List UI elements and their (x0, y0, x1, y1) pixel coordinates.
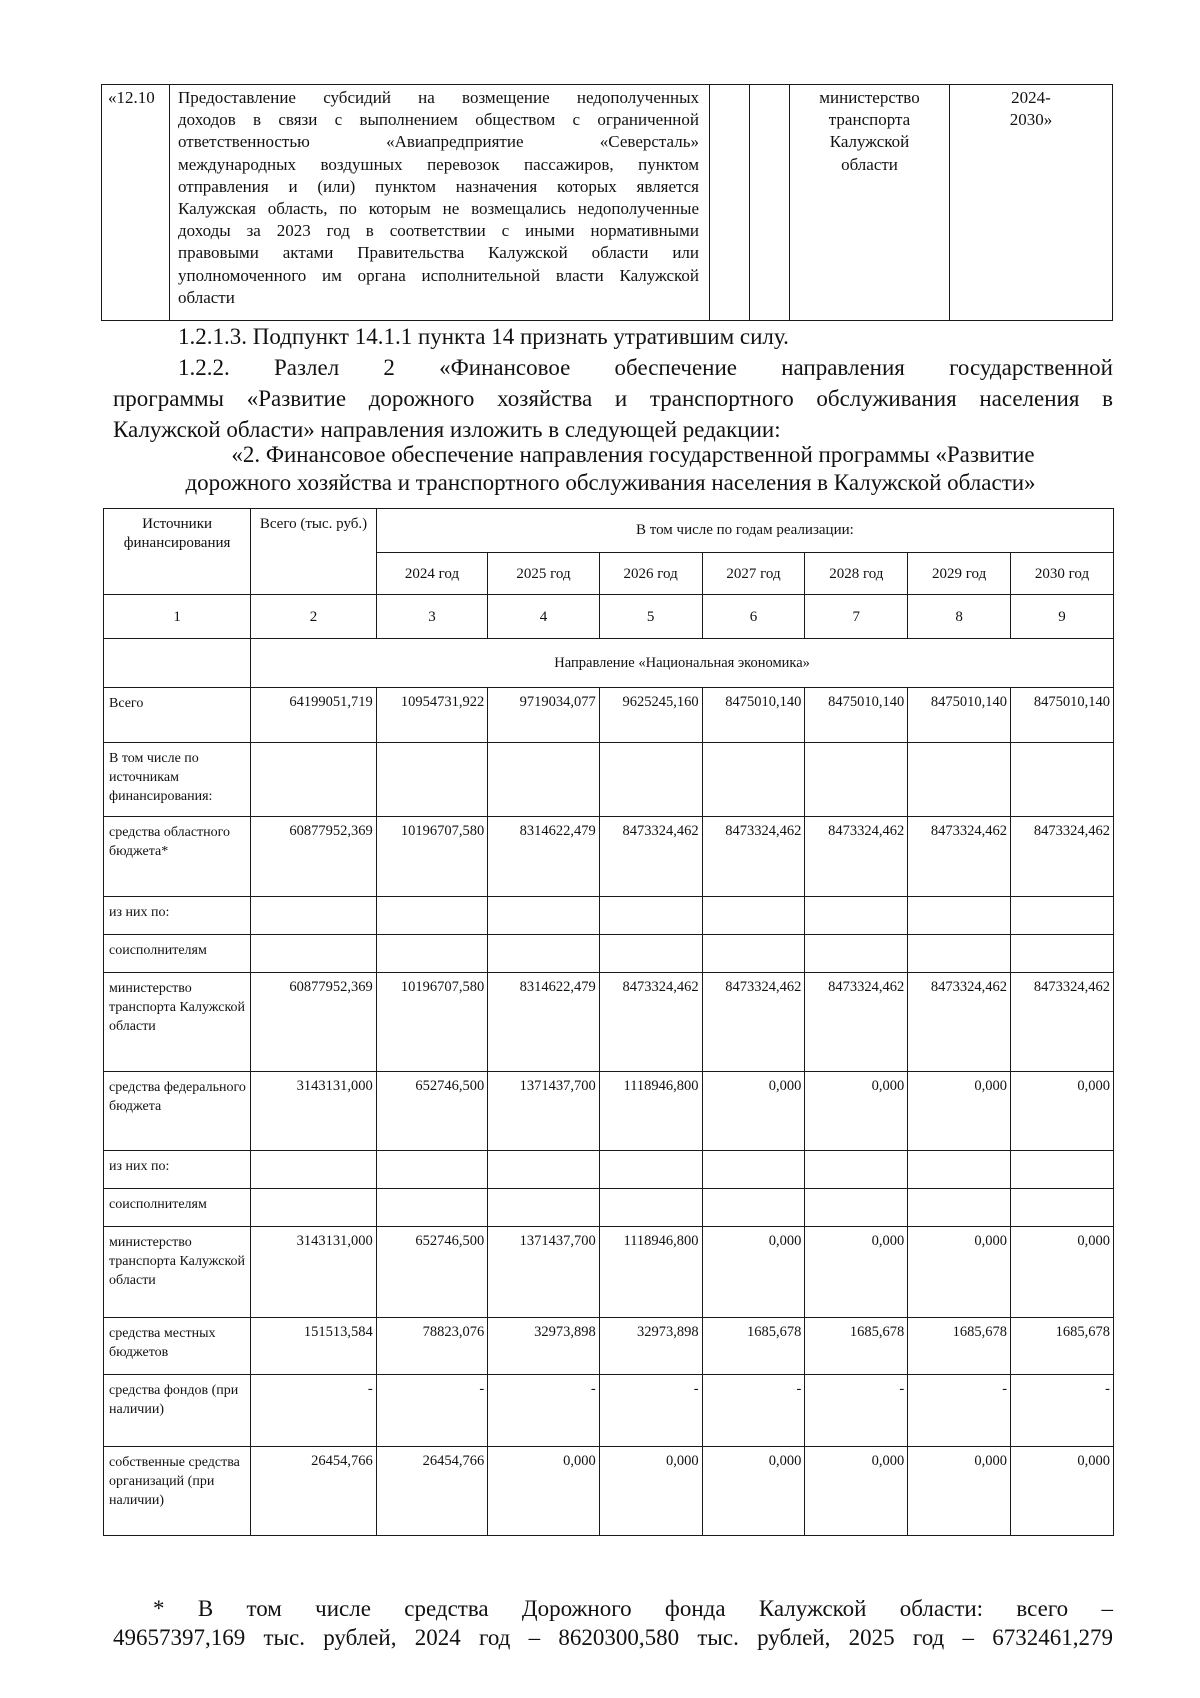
paragraph-1-2-1-3 (178, 325, 1113, 349)
row-value (805, 935, 908, 973)
row-value (702, 1151, 805, 1189)
header-total: Всего (тыс. руб.) (251, 509, 377, 595)
paragraph-line: Калужской области» направления изложить в следующей редакции: (113, 417, 781, 442)
description-line: правовыми актами Правительства Калужской области или (178, 243, 699, 263)
row-value: 0,000 (702, 1447, 805, 1536)
header-sources: Источники финансирования (104, 509, 251, 595)
paragraph-line: программы «Развитие дорожного хозяйства и транспортного обслуживания населения в (113, 386, 1113, 411)
row-value: 1118946,800 (599, 1072, 702, 1151)
row-value: 0,000 (1011, 1227, 1114, 1318)
row-value: 0,000 (488, 1447, 599, 1536)
direction-title: Направление «Национальная экономика» (251, 639, 1114, 688)
row-value: 0,000 (908, 1447, 1011, 1536)
row-value (805, 1151, 908, 1189)
heading-line: дорожного хозяйства и транспортного обслуживания населения в Калужской области» (185, 470, 1036, 495)
row-value: 9719034,077 (488, 688, 599, 743)
row-value (376, 1151, 487, 1189)
row-value (702, 1189, 805, 1227)
empty-cell (710, 85, 750, 321)
row-value (251, 743, 377, 817)
row-value (908, 935, 1011, 973)
table-row (104, 743, 1114, 817)
description-line: международных воздушных перевозок пассажиров, пунктом (178, 154, 699, 174)
row-value (599, 1189, 702, 1227)
column-number: 8 (908, 595, 1011, 639)
row-value: 8473324,462 (599, 973, 702, 1072)
year-header: 2025 год (488, 553, 599, 595)
footnote (113, 1594, 1113, 1652)
row-label: соисполнителям (104, 1189, 251, 1227)
table-row (104, 1151, 1114, 1189)
column-number: 7 (805, 595, 908, 639)
year-header: 2027 год (702, 553, 805, 595)
table-row (104, 688, 1114, 743)
row-value: 1371437,700 (488, 1227, 599, 1318)
row-value: - (908, 1375, 1011, 1447)
row-value (251, 1151, 377, 1189)
finance-table (103, 508, 1114, 1536)
column-number: 6 (702, 595, 805, 639)
row-value (599, 1151, 702, 1189)
table-row (104, 1447, 1114, 1536)
row-value: 8473324,462 (702, 817, 805, 897)
row-label: соисполнителям (104, 935, 251, 973)
section-heading (103, 443, 1118, 495)
row-value: 8473324,462 (908, 817, 1011, 897)
footnote-line: 49657397,169 тыс. рублей, 2024 год – 8620300,580 тыс. рублей, 2025 год – 6732461,279 (113, 1625, 1113, 1650)
row-label: министерство транспорта Калужской области (104, 973, 251, 1072)
description-line: Предоставление субсидий на возмещение недополученных (178, 88, 699, 107)
row-label: В том числе по источникам финансирования: (104, 743, 251, 817)
row-value: 3143131,000 (251, 1072, 377, 1151)
row-value (488, 1189, 599, 1227)
table-row (104, 1318, 1114, 1375)
row-value (908, 1151, 1011, 1189)
row-value: 0,000 (908, 1227, 1011, 1318)
row-value (702, 897, 805, 935)
description-line: уполномоченного им органа исполнительной власти Калужской (178, 265, 699, 285)
row-value: 0,000 (805, 1447, 908, 1536)
row-value: 8473324,462 (1011, 973, 1114, 1072)
executor-line: Калужской (829, 132, 910, 152)
row-value: - (1011, 1375, 1114, 1447)
table-row (104, 935, 1114, 973)
row-value (251, 935, 377, 973)
paragraph-line: 1.2.2. Разлел 2 «Финансовое обеспечение направления государственной (178, 355, 1113, 380)
row-value: 8473324,462 (908, 973, 1011, 1072)
row-value: 26454,766 (376, 1447, 487, 1536)
row-value: 32973,898 (488, 1318, 599, 1375)
footnote-line: * В том числе средства Дорожного фонда Калужской области: всего – (153, 1596, 1113, 1621)
table-row (104, 1227, 1114, 1318)
row-value: 8475010,140 (1011, 688, 1114, 743)
finance-rows (104, 688, 1114, 1536)
row-value: 0,000 (1011, 1072, 1114, 1151)
row-value: 0,000 (908, 1072, 1011, 1151)
row-value: 8314622,479 (488, 973, 599, 1072)
row-value: 8473324,462 (1011, 817, 1114, 897)
row-label: из них по: (104, 1151, 251, 1189)
activities-table-continuation (101, 84, 1113, 321)
empty-cell (750, 85, 790, 321)
row-value (488, 743, 599, 817)
description-line: отправления и (или) пунктом назначения которых является (178, 176, 699, 196)
row-value: 32973,898 (599, 1318, 702, 1375)
row-value: 0,000 (702, 1072, 805, 1151)
row-label: средства федерального бюджета (104, 1072, 251, 1151)
row-value: - (599, 1375, 702, 1447)
row-value (376, 743, 487, 817)
table-row (104, 1375, 1114, 1447)
row-label: средства фондов (при наличии) (104, 1375, 251, 1447)
row-value: 8475010,140 (805, 688, 908, 743)
row-value (488, 935, 599, 973)
row-value: 0,000 (702, 1227, 805, 1318)
row-value: 78823,076 (376, 1318, 487, 1375)
direction-row (104, 639, 1114, 688)
row-value (702, 935, 805, 973)
row-value: - (702, 1375, 805, 1447)
item-number: «12.10 (102, 85, 170, 321)
row-value: 8473324,462 (702, 973, 805, 1072)
row-value: 8473324,462 (805, 817, 908, 897)
row-value (599, 743, 702, 817)
executor-line: министерство (819, 88, 920, 107)
row-label: собственные средства организаций (при наличии) (104, 1447, 251, 1536)
row-value: 652746,500 (376, 1227, 487, 1318)
column-number: 9 (1011, 595, 1114, 639)
row-value (908, 743, 1011, 817)
row-value: 0,000 (805, 1072, 908, 1151)
row-label: из них по: (104, 897, 251, 935)
row-value: 151513,584 (251, 1318, 377, 1375)
period-line: 2030» (1009, 110, 1053, 130)
description-line: ответственностью «Авиапредприятие «Северсталь» (178, 132, 699, 152)
row-value: 8473324,462 (805, 973, 908, 1072)
row-label: средства областного бюджета* (104, 817, 251, 897)
column-number: 3 (376, 595, 487, 639)
row-value (1011, 1151, 1114, 1189)
row-value (805, 1189, 908, 1227)
row-value: - (376, 1375, 487, 1447)
header-by-years: В том числе по годам реализации: (376, 509, 1113, 553)
row-value (702, 743, 805, 817)
row-value: 1118946,800 (599, 1227, 702, 1318)
row-value: 64199051,719 (251, 688, 377, 743)
row-value: - (805, 1375, 908, 1447)
row-value: 10196707,580 (376, 817, 487, 897)
column-number: 2 (251, 595, 377, 639)
header-row (104, 509, 1114, 553)
year-header: 2024 год (376, 553, 487, 595)
row-value (1011, 897, 1114, 935)
row-value (376, 897, 487, 935)
row-value (376, 935, 487, 973)
item-period (950, 85, 1113, 321)
row-value: 1685,678 (805, 1318, 908, 1375)
row-value (488, 1151, 599, 1189)
row-value (1011, 935, 1114, 973)
paragraph-1-2-2 (113, 356, 1113, 442)
paragraph-text: 1.2.1.3. Подпункт 14.1.1 пункта 14 признать утратившим силу. (178, 324, 789, 349)
row-label: Всего (104, 688, 251, 743)
table-row (102, 85, 1113, 321)
row-value: 8475010,140 (702, 688, 805, 743)
row-value: 1371437,700 (488, 1072, 599, 1151)
row-value (805, 897, 908, 935)
description-line: Калужская область, по которым не возмещались недополученные (178, 199, 699, 219)
table-row (104, 897, 1114, 935)
row-label: министерство транспорта Калужской области (104, 1227, 251, 1318)
column-number: 4 (488, 595, 599, 639)
executor-line: транспорта (828, 110, 911, 130)
table-row (104, 973, 1114, 1072)
description-line: области (178, 287, 235, 307)
empty-cell (104, 639, 251, 688)
row-value: - (488, 1375, 599, 1447)
row-value (908, 897, 1011, 935)
row-value: 26454,766 (251, 1447, 377, 1536)
row-value: 0,000 (1011, 1447, 1114, 1536)
row-value (599, 897, 702, 935)
column-numbers-row (104, 595, 1114, 639)
column-number: 1 (104, 595, 251, 639)
row-value: 8314622,479 (488, 817, 599, 897)
item-executor (790, 85, 950, 321)
row-value: 3143131,000 (251, 1227, 377, 1318)
row-value (1011, 743, 1114, 817)
year-header: 2026 год (599, 553, 702, 595)
row-value: 1685,678 (908, 1318, 1011, 1375)
row-label: средства местных бюджетов (104, 1318, 251, 1375)
row-value: 0,000 (599, 1447, 702, 1536)
description-line: доходы за 2023 год в соответствии с иными нормативными (178, 221, 699, 241)
row-value (1011, 1189, 1114, 1227)
row-value (376, 1189, 487, 1227)
item-description (170, 85, 710, 321)
row-value: 60877952,369 (251, 817, 377, 897)
row-value: 10954731,922 (376, 688, 487, 743)
row-value (599, 935, 702, 973)
heading-line: «2. Финансовое обеспечение направления государственной программы «Развитие (231, 442, 1035, 467)
description-line: доходов в связи с выполнением обществом с ограниченной (178, 110, 699, 130)
row-value: 1685,678 (1011, 1318, 1114, 1375)
row-value: 9625245,160 (599, 688, 702, 743)
table-row (104, 817, 1114, 897)
row-value (251, 1189, 377, 1227)
row-value (805, 743, 908, 817)
row-value: 10196707,580 (376, 973, 487, 1072)
year-header: 2030 год (1011, 553, 1114, 595)
row-value: 0,000 (805, 1227, 908, 1318)
row-value (488, 897, 599, 935)
table-row (104, 1072, 1114, 1151)
row-value: 1685,678 (702, 1318, 805, 1375)
row-value: 652746,500 (376, 1072, 487, 1151)
column-number: 5 (599, 595, 702, 639)
table-row (104, 1189, 1114, 1227)
row-value: 8473324,462 (599, 817, 702, 897)
row-value: 8475010,140 (908, 688, 1011, 743)
row-value (908, 1189, 1011, 1227)
row-value (251, 897, 377, 935)
row-value: - (251, 1375, 377, 1447)
year-header: 2028 год (805, 553, 908, 595)
executor-line: области (841, 154, 898, 174)
row-value: 60877952,369 (251, 973, 377, 1072)
period-line: 2024- (1011, 88, 1051, 107)
year-header: 2029 год (908, 553, 1011, 595)
